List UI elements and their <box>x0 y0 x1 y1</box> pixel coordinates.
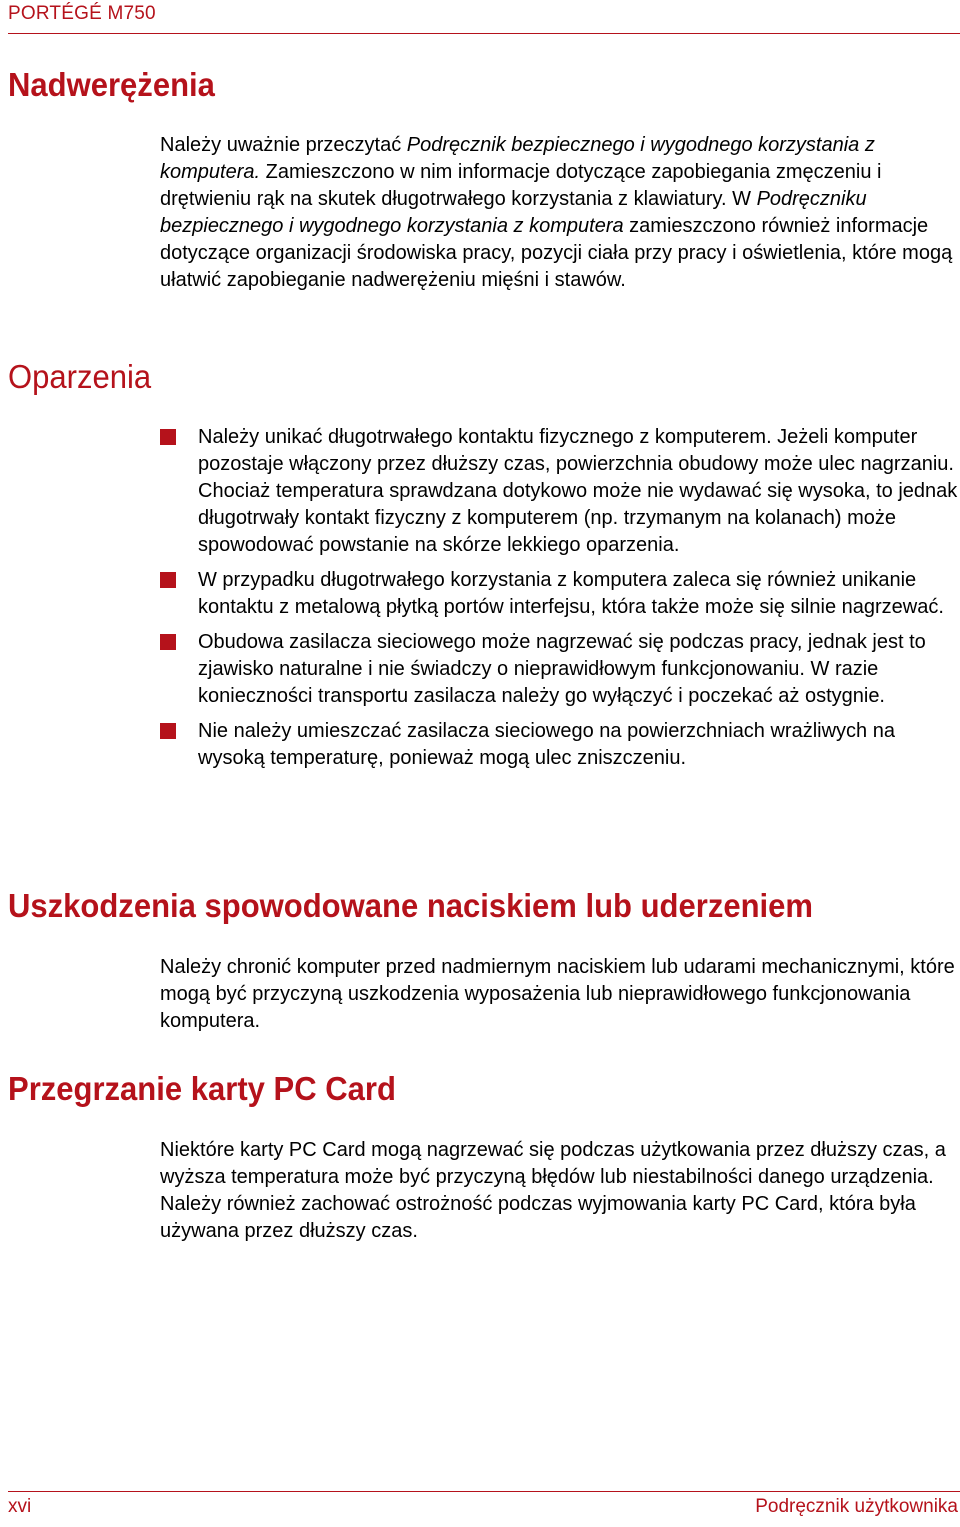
running-header-title: PORTÉGÉ M750 <box>8 3 156 24</box>
burns-bullet-list <box>160 424 960 780</box>
strain-text-1: Należy uważnie przeczytać <box>160 134 407 156</box>
footer-divider <box>8 1491 960 1492</box>
strain-manual-title-2: Podręczniku bezpiecznego i wygodnego korzystania z komputera <box>160 188 867 237</box>
list-item <box>160 629 960 710</box>
strain-manual-title-1: Podręcznik bezpiecznego i wygodnego korzystania z komputera. <box>160 134 875 183</box>
bullet-text: Nie należy umieszczać zasilacza sieciowego na powierzchniach wrażliwych na wysoką temperaturę, ponieważ mogą ulec zniszczeniu. <box>198 720 895 769</box>
section-heading-strain: Nadwerężenia <box>8 66 215 103</box>
section-heading-pressure: Uszkodzenia spowodowane naciskiem lub uderzeniem <box>8 887 813 924</box>
list-item <box>160 424 960 559</box>
list-item <box>160 718 960 772</box>
list-item <box>160 567 960 621</box>
pccard-paragraph: Niektóre karty PC Card mogą nagrzewać się podczas użytkowania przez dłuższy czas, a wyższa temperatura może być przyczyną błędów lub niestabilności danego urządzenia. Należy również zachować ostrożność podczas wyjmowania karty PC Card, która była używana przez dłuższy czas. <box>160 1139 946 1242</box>
pressure-paragraph: Należy chronić komputer przed nadmiernym naciskiem lub udarami mechanicznymi, które mogą być przyczyną uszkodzenia wyposażenia lub nieprawidłowego funkcjonowania komputera. <box>160 956 955 1032</box>
page-number: xvi <box>8 1496 32 1517</box>
bullet-text: Obudowa zasilacza sieciowego może nagrzewać się podczas pracy, jednak jest to zjawisko naturalne i nie świadczy o nieprawidłowym funkcjonowaniu. W razie konieczności transportu zasilacza należy go wyłączyć i poczekać aż ostygnie. <box>198 631 926 707</box>
strain-paragraph <box>160 132 960 294</box>
header-divider <box>8 33 960 34</box>
footer-book-title: Podręcznik użytkownika <box>755 1496 958 1517</box>
bullet-square-icon <box>160 634 176 650</box>
section-heading-pccard: Przegrzanie karty PC Card <box>8 1070 396 1107</box>
bullet-square-icon <box>160 429 176 445</box>
strain-text-3: zamieszczono również informacje dotyczące organizacji środowiska pracy, pozycji ciała przy pracy i oświetlenia, które mogą ułatwić zapobieganie nadwerężeniu mięśni i stawów. <box>160 215 953 291</box>
bullet-text: W przypadku długotrwałego korzystania z komputera zaleca się również unikanie kontaktu z metalową płytką portów interfejsu, która także może się silnie nagrzewać. <box>198 569 944 618</box>
bullet-text: Należy unikać długotrwałego kontaktu fizycznego z komputerem. Jeżeli komputer pozostaje włączony przez dłuższy czas, powierzchnia obudowy może ulec nagrzaniu. Chociaż temperatura sprawdzana dotykowo może nie wydawać się wysoka, to jednak długotrwały kontakt fizyczny z komputerem (np. trzymanym na kolanach) może spowodować powstanie na skórze lekkiego oparzenia. <box>198 426 958 556</box>
section-heading-burns: Oparzenia <box>8 358 152 395</box>
bullet-square-icon <box>160 572 176 588</box>
strain-text-2: Zamieszczono w nim informacje dotyczące zapobiegania zmęczeniu i drętwieniu rąk na skutek długotrwałego korzystania z klawiatury. W <box>160 161 882 210</box>
bullet-square-icon <box>160 723 176 739</box>
